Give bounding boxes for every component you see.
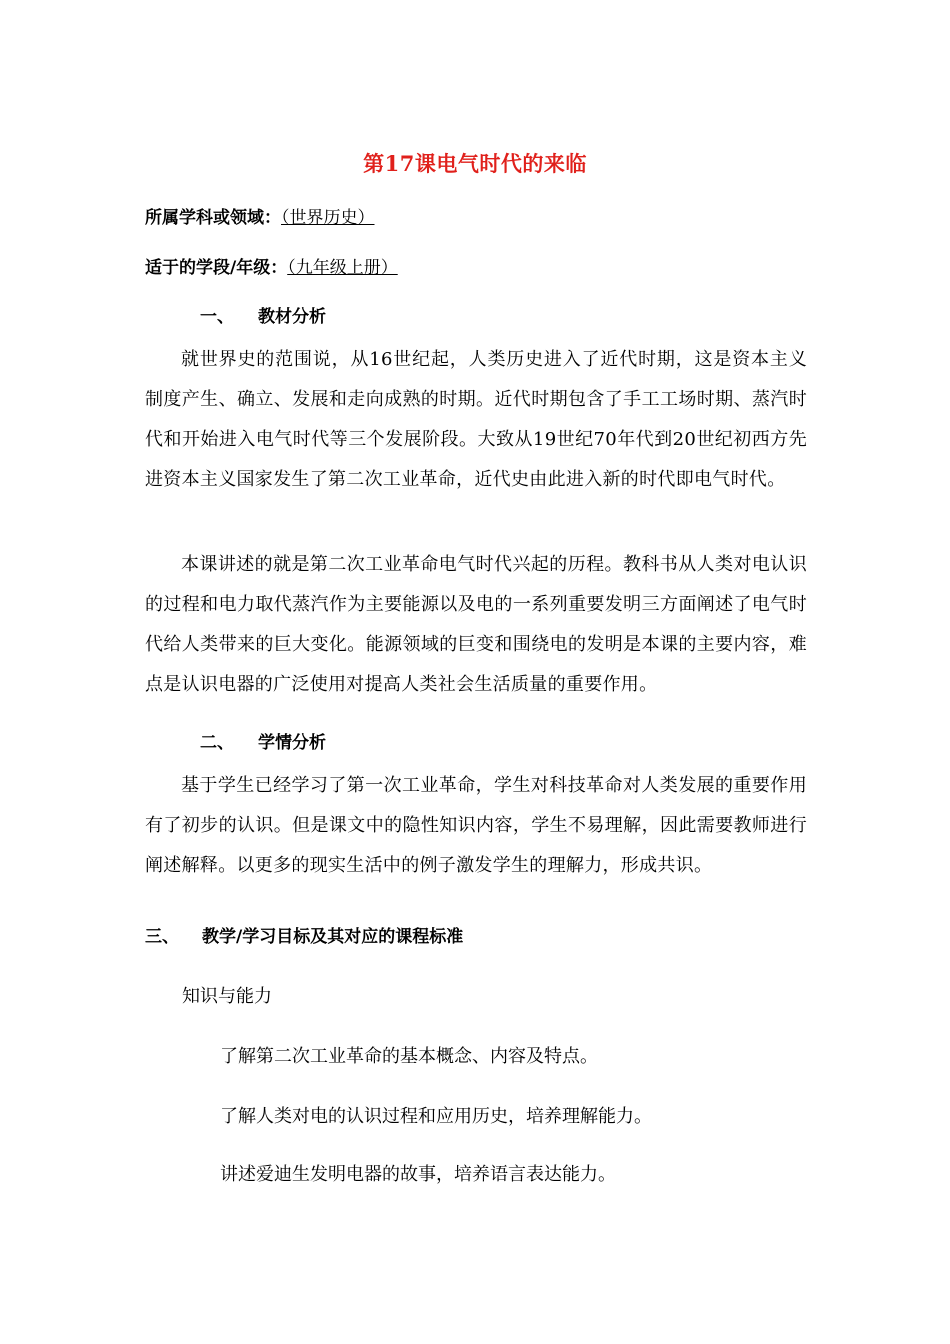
section-number: 三、 (145, 927, 179, 947)
subject-value: （世界历史） (281, 208, 375, 228)
section-heading-2 (200, 728, 326, 753)
section-title: 教材分析 (258, 307, 326, 327)
paragraph-textbook-analysis-2: 本课讲述的就是第二次工业革命电气时代兴起的历程。教科书从人类对电认识的过程和电力取代蒸汽作为主要能源以及电的一系列重要发明三方面阐述了电气时代给人类带来的巨大变化。能源领域的巨变和围绕电的发明是本课的主要内容，难点是认识电器的广泛使用对提高人类社会生活质量的重要作用。 (145, 554, 807, 695)
objective-item: 了解第二次工业革命的基本概念、内容及特点。 (220, 1046, 598, 1067)
section-heading-3 (145, 922, 463, 947)
section-title: 教学/学习目标及其对应的课程标准 (202, 927, 464, 947)
objective-item: 讲述爱迪生发明电器的故事，培养语言表达能力。 (220, 1164, 616, 1185)
section-number: 一、 (200, 307, 234, 327)
section-title: 学情分析 (258, 733, 326, 753)
subject-label: 所属学科或领域： (145, 208, 281, 228)
subheading-knowledge-ability: 知识与能力 (182, 986, 272, 1007)
grade-label: 适于的学段/年级： (145, 258, 288, 278)
paragraph-student-analysis: 基于学生已经学习了第一次工业革命，学生对科技革命对人类发展的重要作用有了初步的认识。但是课文中的隐性知识内容，学生不易理解，因此需要教师进行阐述解释。以更多的现实生活中的例子激发学生的理解力，形成共识。 (145, 775, 807, 876)
objective-item: 了解人类对电的认识过程和应用历史，培养理解能力。 (220, 1106, 652, 1127)
section-heading-1 (200, 302, 326, 327)
section-number: 二、 (200, 733, 234, 753)
grade-value: （九年级上册） (287, 258, 398, 278)
document-title: 第17课电气时代的来临 (363, 151, 587, 176)
paragraph-textbook-analysis-1: 就世界史的范围说，从16世纪起，人类历史进入了近代时期，这是资本主义制度产生、确立、发展和走向成熟的时期。近代时期包含了手工工场时期、蒸汽时代和开始进入电气时代等三个发展阶段。大致从19世纪70年代到20世纪初西方先进资本主义国家发生了第二次工业革命，近代史由此进入新的时代即电气时代。 (145, 349, 807, 490)
subject-line (145, 203, 387, 228)
grade-line (145, 253, 410, 278)
